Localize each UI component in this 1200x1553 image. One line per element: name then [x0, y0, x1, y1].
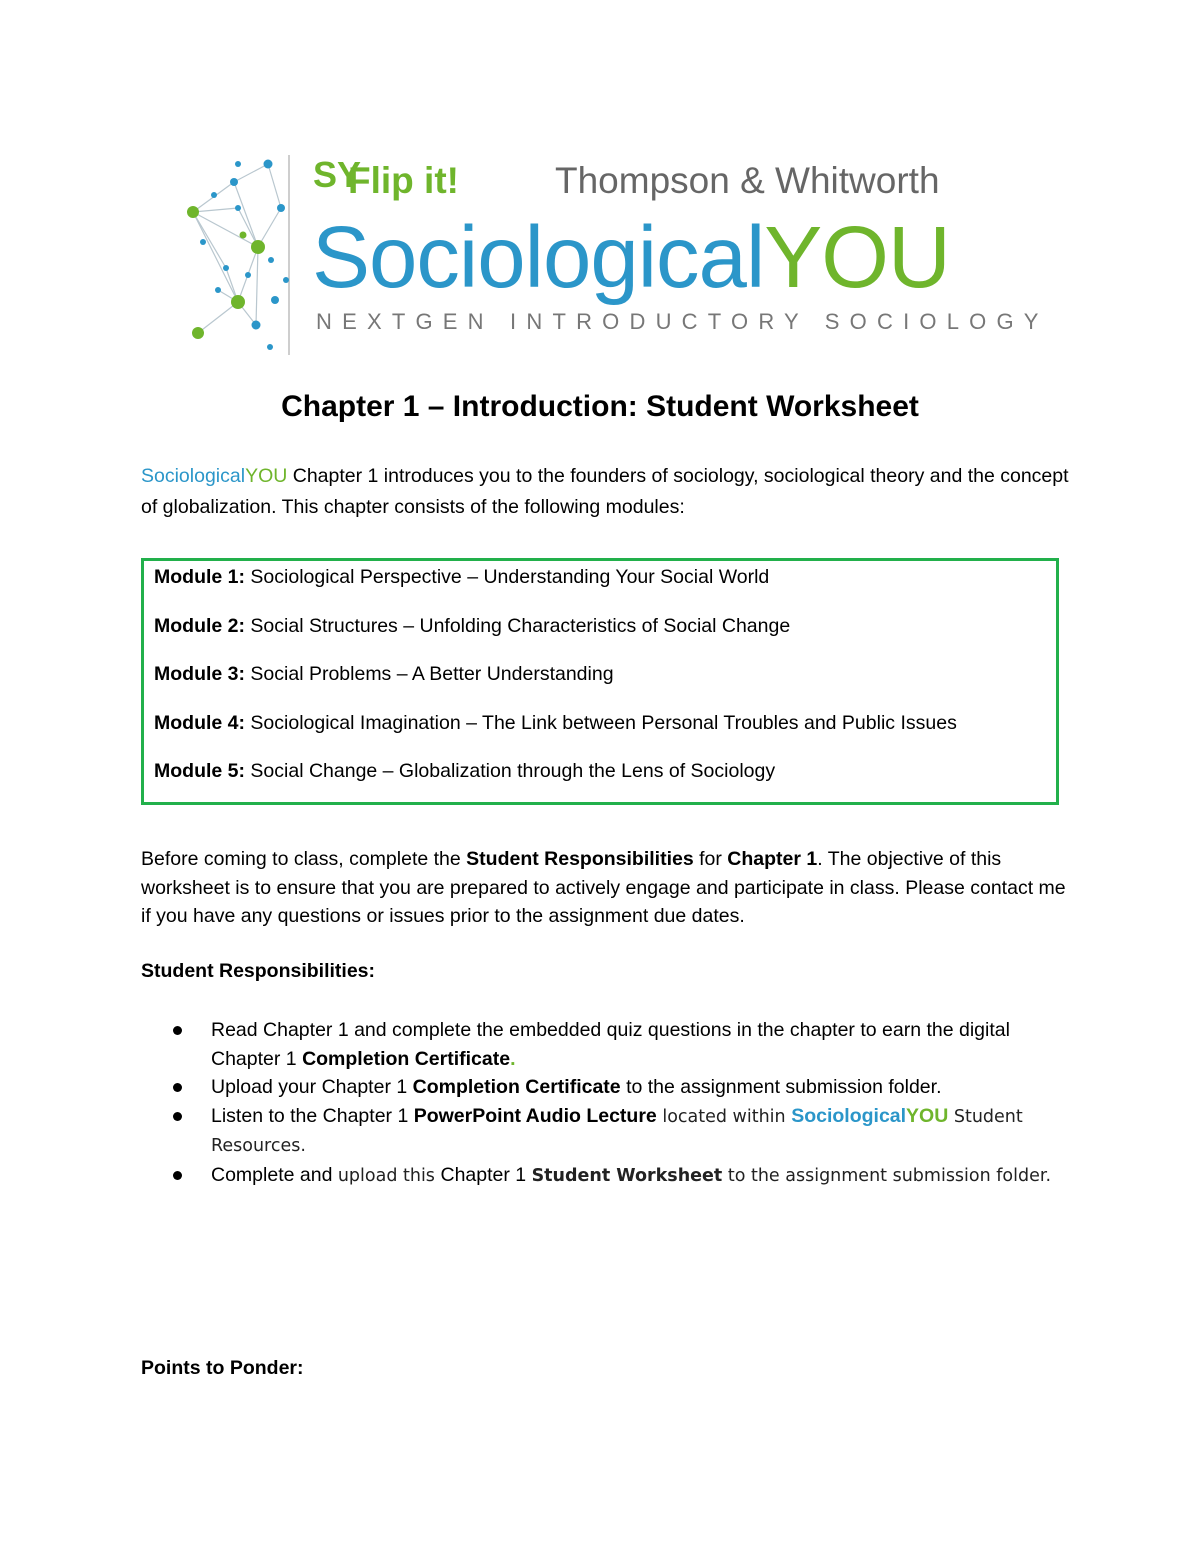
network-dots-icon: [178, 150, 318, 365]
intro-paragraph: [141, 461, 1071, 523]
module-item: [154, 566, 769, 589]
item-bold: Completion Certificate: [412, 1076, 621, 1098]
module-text: Social Change – Globalization through the Lens of Sociology: [245, 760, 776, 782]
instructions-text: . The objective of this worksheet is to ensure that you are prepared to actively engage and participate in class. Please contact me if you have any questions or issues prior to the assignment due dates.: [141, 848, 1066, 927]
item-text: to the assignment submission folder.: [722, 1165, 1052, 1186]
list-item: [141, 1102, 1071, 1161]
item-bold: Student Worksheet: [531, 1165, 723, 1186]
item-text: Complete and: [211, 1163, 338, 1186]
list-item: [141, 1161, 1071, 1191]
module-item: [154, 663, 614, 686]
item-text: located within: [656, 1106, 792, 1127]
brand-wordmark: [312, 208, 950, 308]
item-bold: Completion Certificate: [302, 1047, 511, 1070]
item-bold: PowerPoint Audio Lecture: [413, 1104, 657, 1127]
item-text: to the assignment submission folder.: [620, 1076, 942, 1098]
module-item: [154, 615, 790, 638]
list-item: [141, 1073, 1071, 1102]
item-text: Student Resources.: [211, 1106, 1023, 1156]
instructions-bold: Chapter 1: [727, 848, 818, 870]
module-item: [154, 760, 775, 783]
page-title: Chapter 1 – Introduction: Student Worksheet: [281, 390, 919, 423]
item-brand1: Sociological: [791, 1104, 907, 1127]
bullet-icon: [173, 1112, 182, 1121]
brand-part1: Sociological: [312, 209, 765, 306]
module-label: Module 3:: [154, 663, 245, 685]
module-text: Sociological Imagination – The Link between Personal Troubles and Public Issues: [245, 712, 957, 734]
instructions-paragraph: [141, 845, 1071, 931]
module-label: Module 1:: [154, 566, 245, 588]
list-item: [141, 1016, 1071, 1073]
intro-brand1: Sociological: [141, 465, 246, 487]
item-text: Listen to the Chapter 1: [211, 1104, 414, 1127]
module-text: Sociological Perspective – Understanding Your Social World: [245, 566, 770, 588]
intro-brand2: YOU: [245, 465, 288, 487]
modules-box: [141, 558, 1059, 805]
sy-mark-icon: [313, 154, 362, 200]
item-punct: .: [510, 1047, 516, 1070]
module-label: Module 2:: [154, 615, 245, 637]
brand-part2: YOU: [764, 209, 950, 306]
sy-mark-letters: SY: [313, 154, 362, 195]
instructions-text: for: [693, 848, 728, 870]
brand-tagline: NEXTGEN INTRODUCTORY SOCIOLOGY: [316, 309, 1049, 334]
module-label: Module 5:: [154, 760, 245, 782]
authors-label: Thompson & Whitworth: [555, 160, 940, 201]
intro-text: Chapter 1 introduces you to the founders of sociology, sociological theory and the concept of globalization. This chapter consists of the following modules:: [141, 465, 1069, 518]
item-text: Upload your Chapter 1: [211, 1076, 413, 1098]
bullet-icon: [173, 1083, 182, 1092]
bullet-icon: [173, 1171, 182, 1180]
module-text: Social Structures – Unfolding Characteristics of Social Change: [245, 615, 791, 637]
bullet-icon: [173, 1026, 182, 1035]
item-text: Read Chapter 1 and complete the embedded quiz questions in the chapter to earn the digital Chapter 1: [211, 1019, 1010, 1070]
instructions-bold: Student Responsibilities: [466, 848, 694, 870]
responsibilities-list: [141, 1016, 1071, 1190]
item-text: upload this: [337, 1165, 441, 1186]
points-to-ponder-heading: Points to Ponder:: [141, 1357, 304, 1379]
module-item: [154, 712, 957, 735]
item-text: Chapter 1: [440, 1163, 532, 1186]
item-brand2: YOU: [906, 1104, 949, 1127]
module-text: Social Problems – A Better Understanding: [245, 663, 614, 685]
flip-it-label: Flip it!: [348, 160, 459, 201]
module-label: Module 4:: [154, 712, 245, 734]
instructions-text: Before coming to class, complete the: [141, 848, 467, 870]
responsibilities-heading: Student Responsibilities:: [141, 960, 376, 982]
